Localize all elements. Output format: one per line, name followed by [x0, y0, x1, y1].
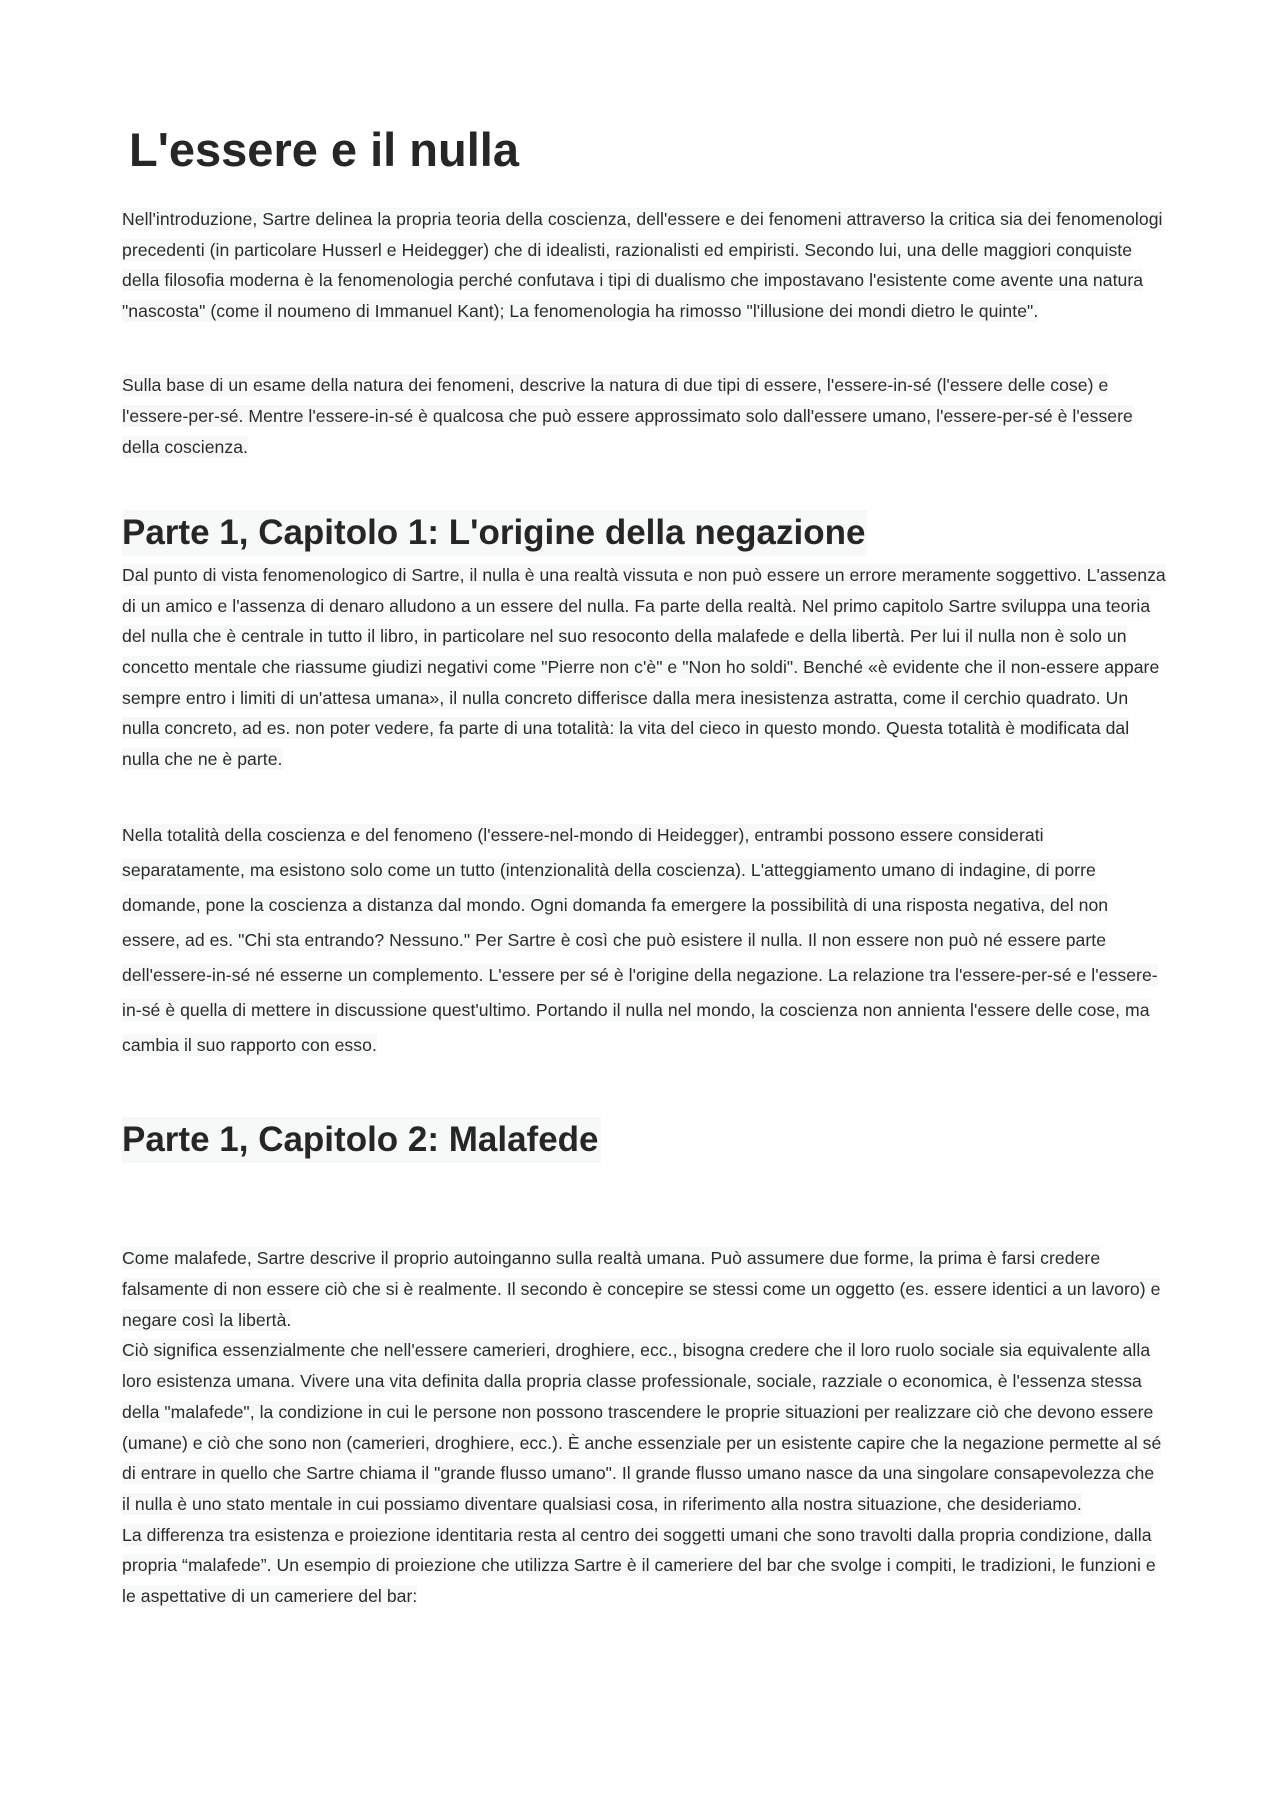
section-1-paragraph-1-text: Dal punto di vista fenomenologico di Sartre, il nulla è una realtà vissuta e non può essere un errore meramente soggettivo. L'assenza di un amico e l'assenza di denaro alludono a un essere del nulla. Fa parte della realtà. Nel primo capitolo Sartre sviluppa una teoria del nulla che è centrale in tutto il libro, in particolare nel suo resoconto della malafede e della libertà. Per lui il nulla non è solo un concetto mentale che riassume giudizi negativi come "Pierre non c'è" e "Non ho soldi". Benché «è evidente che il non-essere appare sempre entro i limiti di un'attesa umana», il nulla concreto differisce dalla mera inesistenza astratta, come il cerchio quadrato. Un nulla concreto, ad es. non poter vedere, fa parte di una totalità: la vita del cieco in questo mondo. Questa totalità è modificata dal nulla che ne è parte. — [122, 565, 1166, 769]
section-1-heading: Parte 1, Capitolo 1: L'origine della negazione — [122, 510, 867, 556]
document-title: L'essere e il nulla — [129, 123, 519, 176]
section-2-heading-wrap — [122, 1117, 1167, 1163]
section-1-paragraph-2-text: Nella totalità della coscienza e del fenomeno (l'essere-nel-mondo di Heidegger), entrambi possono essere considerati separatamente, ma esistono solo come un tutto (intenzionalità della coscienza). L'atteggiamento umano di indagine, di porre domande, pone la coscienza a distanza dal mondo. Ogni domanda fa emergere la possibilità di una risposta negativa, del non essere, ad es. "Chi sta entrando? Nessuno." Per Sartre è così che può esistere il nulla. Il non essere non può né essere parte dell'essere-in-sé né esserne un complemento. L'essere per sé è l'origine della negazione. La relazione tra l'essere-per-sé e l'essere-in-sé è quella di mettere in discussione quest'ultimo. Portando il nulla nel mondo, la coscienza non annienta l'essere delle cose, ma cambia il suo rapporto con esso. — [122, 825, 1158, 1056]
intro-paragraph-2-text: Sulla base di un esame della natura dei fenomeni, descrive la natura di due tipi di essere, l'essere-in-sé (l'essere delle cose) e l'essere-per-sé. Mentre l'essere-in-sé è qualcosa che può essere approssimato solo dall'essere umano, l'essere-per-sé è l'essere della coscienza. — [122, 375, 1133, 457]
intro-paragraph-2 — [122, 370, 1167, 462]
section-1-heading-wrap — [122, 510, 1167, 556]
section-2-paragraph-3-text: La differenza tra esistenza e proiezione identitaria resta al centro dei soggetti umani che sono travolti dalla propria condizione, dalla propria “malafede”. Un esempio di proiezione che utilizza Sartre è il cameriere del bar che svolge i compiti, le tradizioni, le funzioni e le aspettative di un cameriere del bar: — [122, 1524, 1156, 1607]
section-2-paragraph-1-text: Come malafede, Sartre descrive il proprio autoinganno sulla realtà umana. Può assumere due forme, la prima è farsi credere falsamente di non essere ciò che si è realmente. Il secondo è concepire se stessi come un oggetto (es. essere identici a un lavoro) e negare così la libertà. — [122, 1248, 1161, 1330]
section-2-paragraph-2 — [122, 1335, 1167, 1519]
intro-paragraph-1-text: Nell'introduzione, Sartre delinea la propria teoria della coscienza, dell'essere e dei fenomeni attraverso la critica sia dei fenomenologi precedenti (in particolare Husserl e Heidegger) che di idealisti, razionalisti ed empiristi. Secondo lui, una delle maggiori conquiste della filosofia moderna è la fenomenologia perché confutava i tipi di dualismo che impostavano l'esistente come avente una natura "nascosta" (come il noumeno di Immanuel Kant); La fenomenologia ha rimosso "l'illusione dei mondi dietro le quinte". — [122, 209, 1163, 321]
section-2-paragraph-3 — [122, 1520, 1167, 1612]
document-page — [122, 122, 1167, 1612]
section-1-paragraph-1 — [122, 560, 1167, 774]
section-2-paragraph-1 — [122, 1243, 1167, 1335]
section-2-paragraph-2-text: Ciò significa essenzialmente che nell'essere camerieri, droghiere, ecc., bisogna credere che il loro ruolo sociale sia equivalente alla loro esistenza umana. Vivere una vita definita dalla propria classe professionale, sociale, razziale o economica, è l'essenza stessa della "malafede", la condizione in cui le persone non possono trascendere le proprie situazioni per realizzare ciò che devono essere (umane) e ciò che sono non (camerieri, droghiere, ecc.). È anche essenziale per un esistente capire che la negazione permette al sé di entrare in quello che Sartre chiama il "grande flusso umano". Il grande flusso umano nasce da una singolare consapevolezza che il nulla è uno stato mentale in cui possiamo diventare qualsiasi cosa, in riferimento alla nostra situazione, che desideriamo. — [122, 1340, 1162, 1514]
section-1-paragraph-2 — [122, 818, 1167, 1063]
section-2-heading: Parte 1, Capitolo 2: Malafede — [122, 1117, 601, 1163]
intro-paragraph-1 — [122, 204, 1167, 326]
